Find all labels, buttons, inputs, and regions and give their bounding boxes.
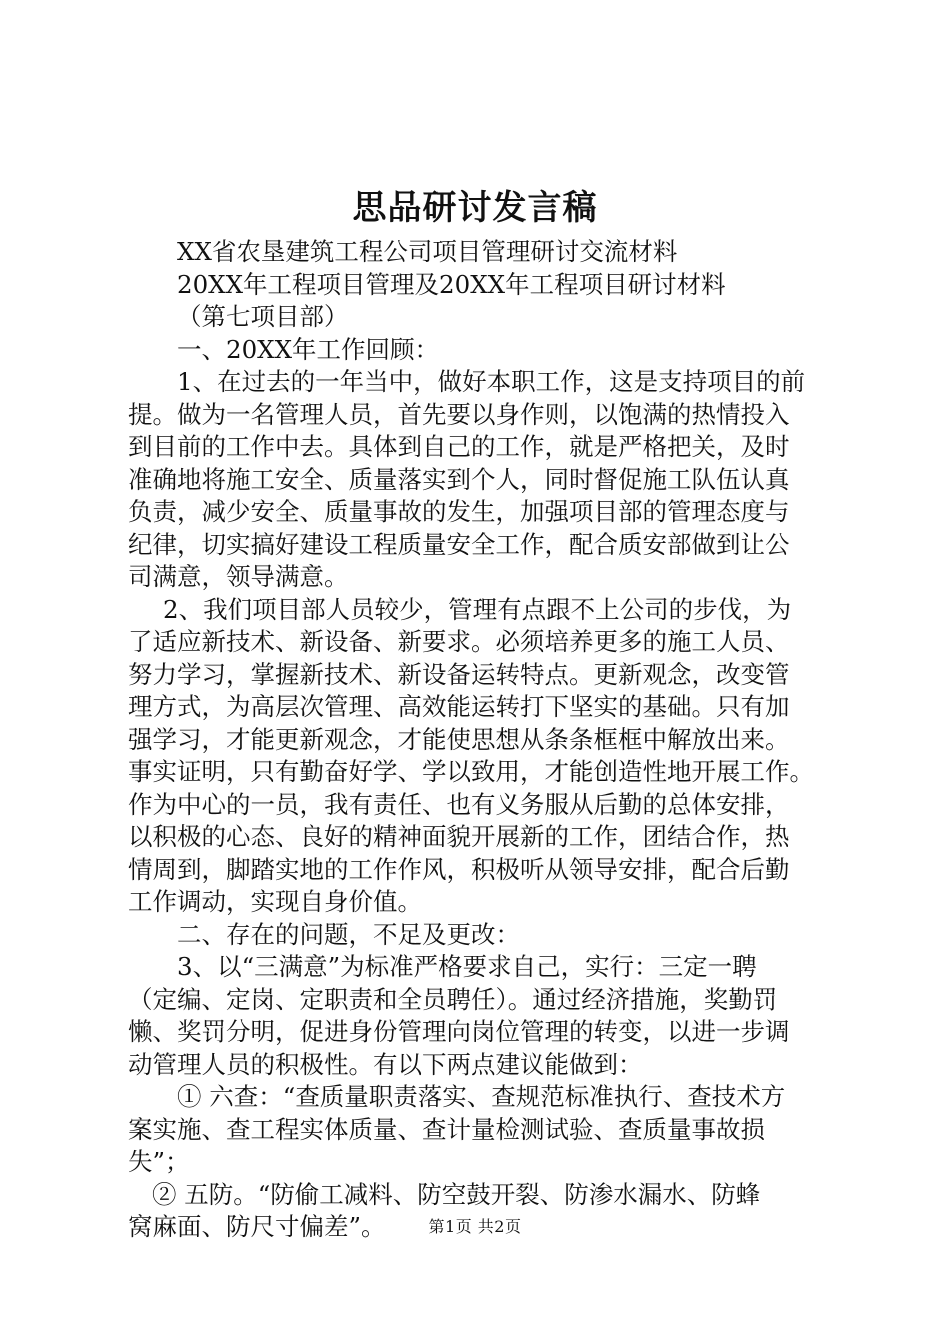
text-line: 20XX年工程项目管理及20XX年工程项目研讨材料 (177, 269, 726, 299)
text-line: 3、以“三满意”为标准严格要求自己，实行：三定一聘 (177, 952, 757, 981)
text-line: ① 六查：“查质量职责落实、查规范标准执行、查技术方 (177, 1082, 786, 1111)
text-line: 1、在过去的一年当中，做好本职工作，这是支持项目的前 (177, 367, 806, 396)
text-line: 提。做为一名管理人员，首先要以身作则，以饱满的热情投入 (128, 399, 790, 429)
text-line: 努力学习，掌握新技术、新设备运转特点。更新观念，改变管 (128, 659, 790, 689)
text-line: 以积极的心态、良好的精神面貌开展新的工作，团结合作，热 (128, 822, 790, 851)
text-line: 一、20XX年工作回顾： (177, 334, 440, 364)
page-footer: 第1页 共2页 (428, 1217, 522, 1236)
text-line: 窝麻面、防尺寸偏差”。 (128, 1212, 386, 1241)
text-line: 事实证明，只有勤奋好学、学以致用，才能创造性地开展工作。 (128, 757, 814, 786)
text-line: 2、我们项目部人员较少，管理有点跟不上公司的步伐，为 (163, 594, 792, 624)
text-line: 强学习，才能更新观念，才能使思想从条条框框中解放出来。 (128, 724, 790, 754)
text-line: 准确地将施工安全、质量落实到个人，同时督促施工队伍认真 (128, 464, 790, 494)
text-line: 动管理人员的积极性。有以下两点建议能做到： (128, 1049, 643, 1079)
text-line: XX省农垦建筑工程公司项目管理研讨交流材料 (177, 237, 678, 266)
text-line: 了适应新技术、新设备、新要求。必须培养更多的施工人员、 (128, 627, 790, 656)
page-title: 思品研讨发言稿 (352, 188, 598, 228)
text-line: 工作调动，实现自身价值。 (128, 887, 422, 916)
text-line: 懒、奖罚分明，促进身份管理向岗位管理的转变，以进一步调 (128, 1017, 790, 1046)
text-line: 失”； (128, 1147, 190, 1176)
text-line: 情周到，脚踏实地的工作作风，积极听从领导安排，配合后勤 (128, 854, 790, 884)
text-line: 司满意，领导满意。 (128, 562, 349, 591)
text-line: 理方式，为高层次管理、高效能运转打下坚实的基础。只有加 (128, 692, 790, 721)
text-line: 案实施、查工程实体质量、查计量检测试验、查质量事故损 (128, 1114, 765, 1144)
text-line: （定编、定岗、定职责和全员聘任）。通过经济措施，奖勤罚 (128, 984, 778, 1014)
text-line: 作为中心的一员，我有责任、也有义务服从后勤的总体安排， (128, 789, 790, 819)
text-line: 到目前的工作中去。具体到自己的工作，就是严格把关，及时 (128, 432, 790, 461)
text-line: （第七项目部） (177, 302, 349, 331)
document-body (128, 236, 843, 1244)
text-line: ② 五防。“防偷工减料、防空鼓开裂、防渗水漏水、防蜂 (152, 1179, 761, 1209)
text-line: 负责，减少安全、质量事故的发生，加强项目部的管理态度与 (128, 497, 790, 526)
text-line: 纪律，切实搞好建设工程质量安全工作，配合质安部做到让公 (128, 529, 790, 559)
text-line: 二、存在的问题，不足及更改： (177, 919, 520, 949)
